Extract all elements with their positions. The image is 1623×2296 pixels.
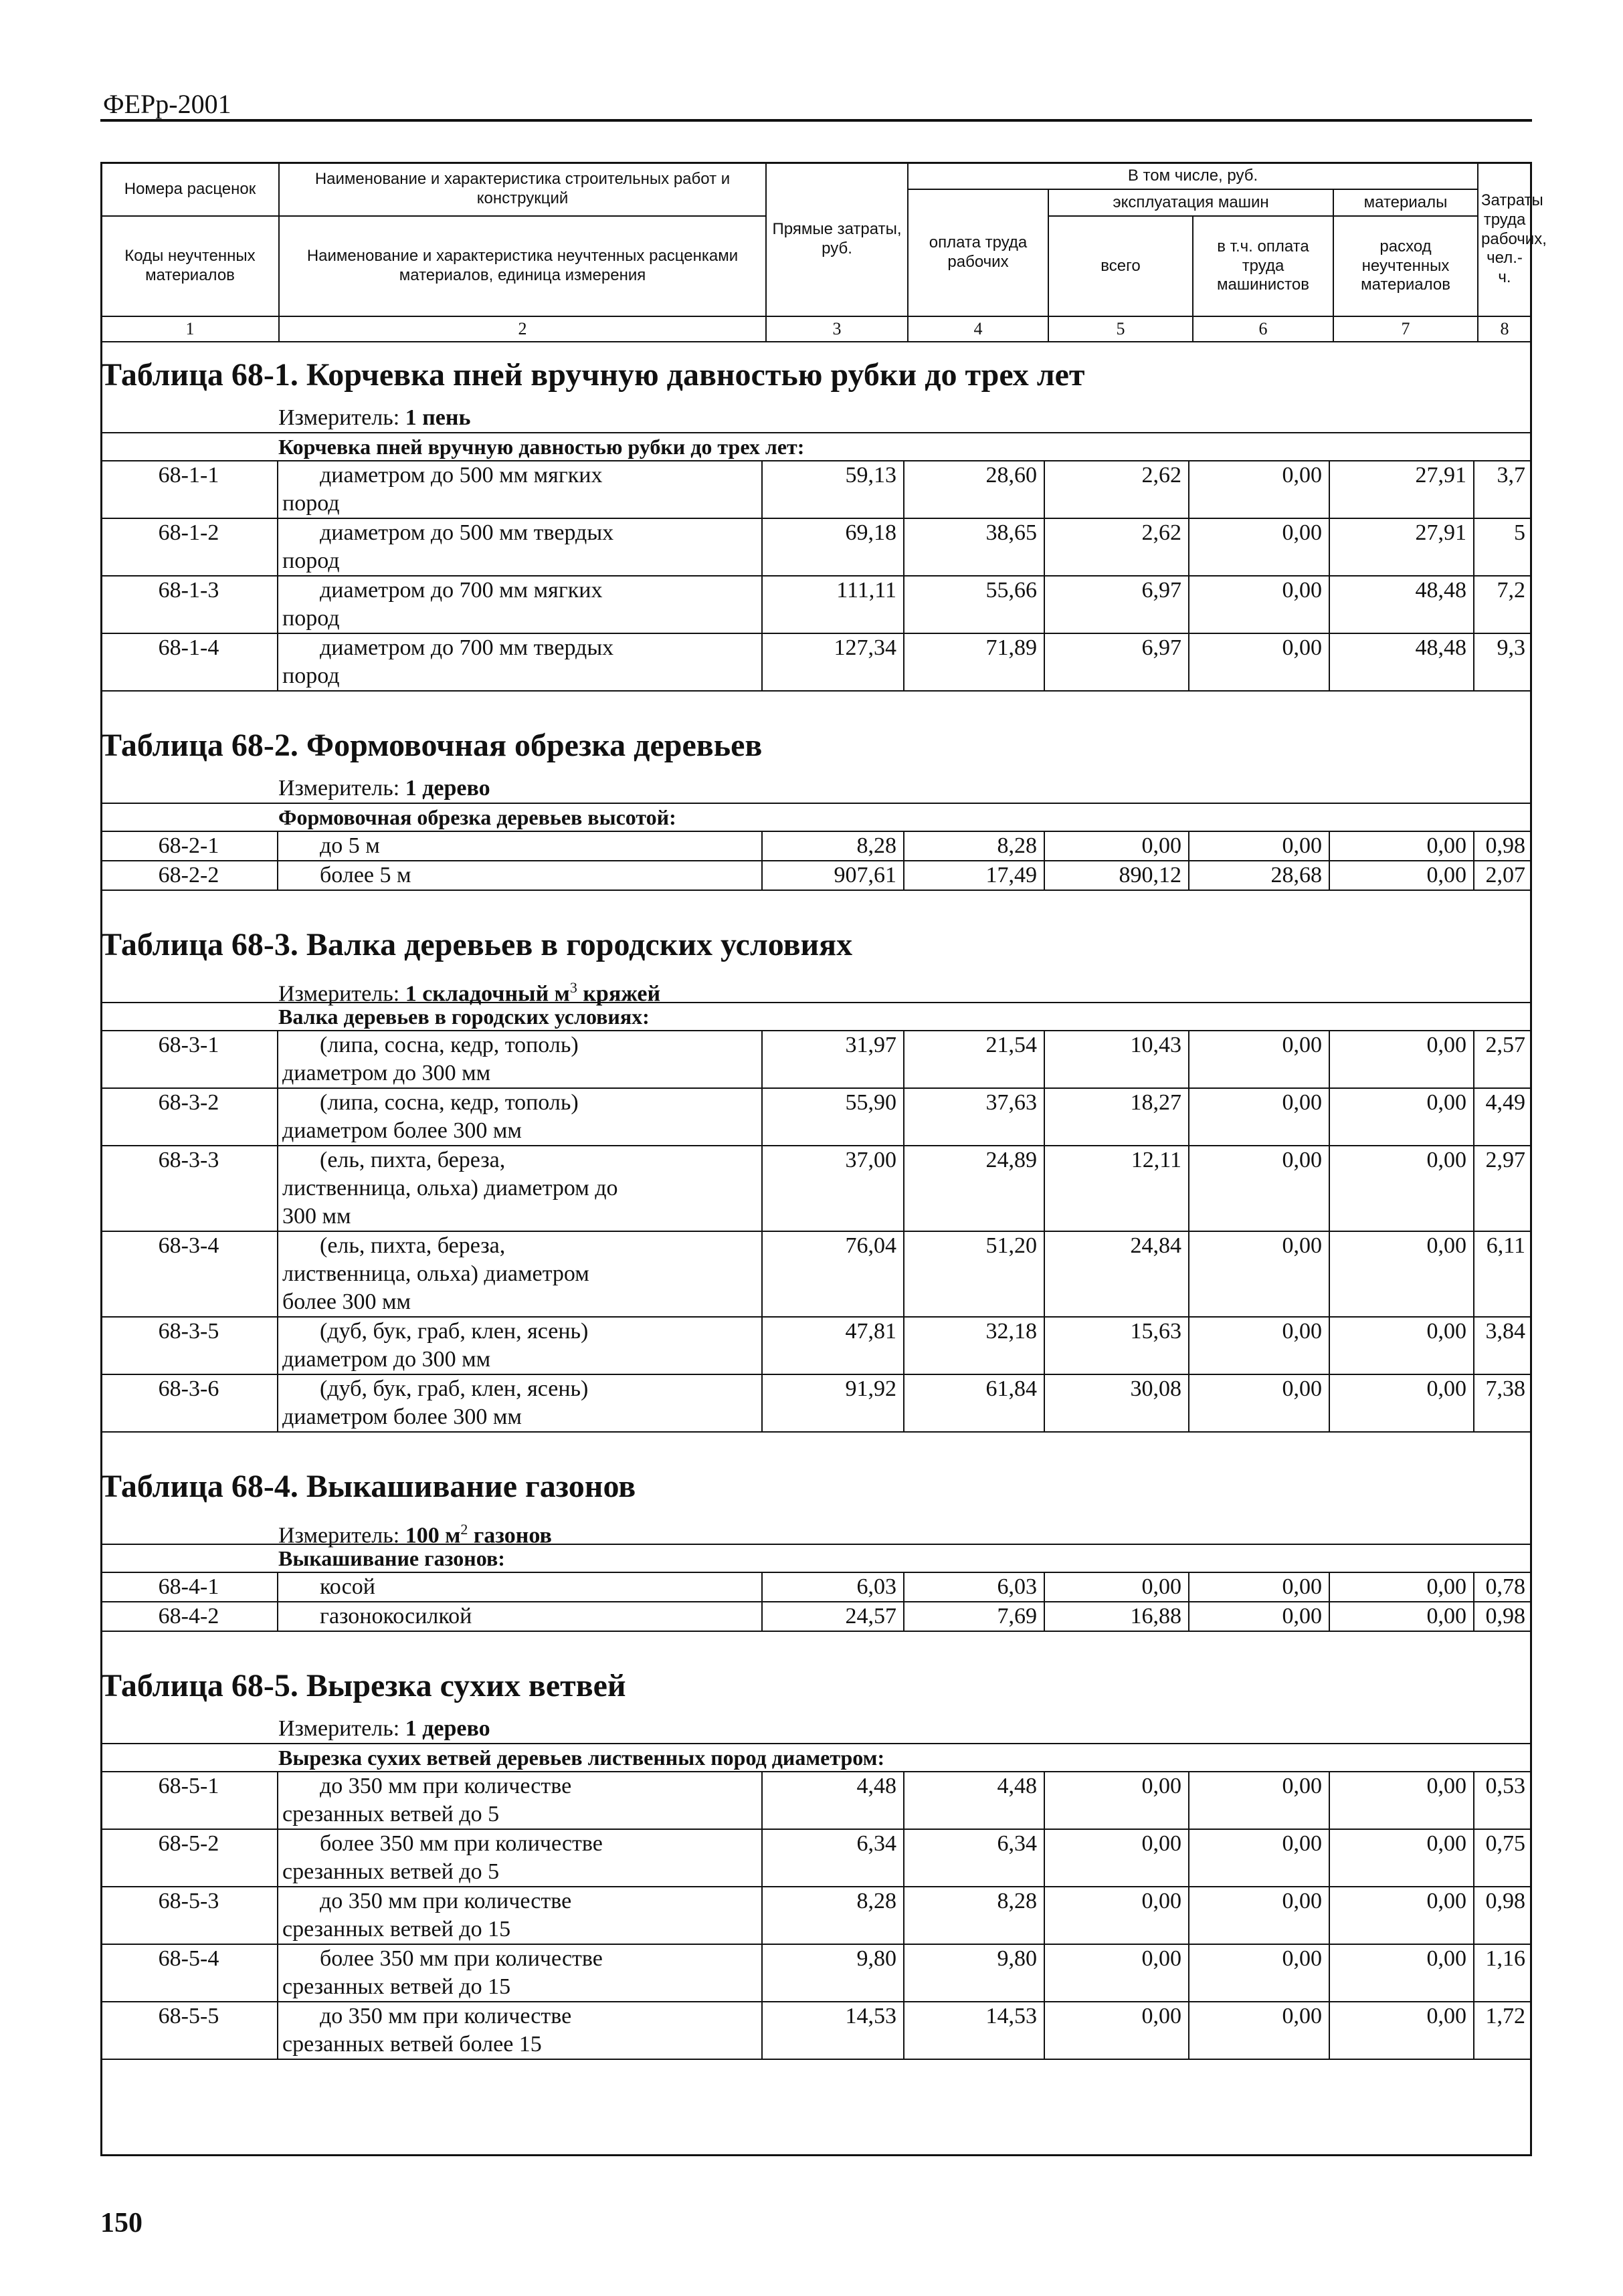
description-line: до 350 мм при количестве [320, 2004, 572, 2028]
labor-hours: 2,57 [1485, 1033, 1525, 1057]
description-line: более 350 мм при количестве [320, 1946, 603, 1971]
description-line: до 350 мм при количестве [320, 1774, 572, 1798]
table-row [100, 1232, 1532, 1318]
machine-total: 0,00 [1045, 2002, 1189, 2059]
header-col5: всего [1048, 216, 1193, 316]
materials-cost: 0,00 [1330, 1375, 1474, 1431]
table-row [100, 461, 1532, 519]
rate-code: 68-3-6 [100, 1375, 278, 1431]
header-col6: в т.ч. оплата труда машинистов [1193, 216, 1333, 316]
materials-cost: 0,00 [1330, 832, 1474, 860]
machinist-wages: 0,00 [1189, 461, 1330, 518]
rate-code: 68-3-1 [100, 1031, 278, 1087]
description-line: диаметром до 300 мм [282, 1061, 491, 1085]
meter-unit-exponent: 3 [569, 979, 577, 996]
machine-total: 18,27 [1045, 1089, 1189, 1145]
table-row [100, 1772, 1532, 1830]
table-row [100, 1945, 1532, 2002]
labor-wages: 6,34 [904, 1830, 1045, 1886]
section-meter [100, 773, 1532, 804]
meter-label: Измеритель: [278, 1716, 400, 1741]
section-title: Таблица 68-3. Валка деревьев в городских условиях [100, 927, 853, 962]
labor-wages: 21,54 [904, 1031, 1045, 1087]
rate-table-section [100, 348, 1532, 718]
machine-total: 0,00 [1045, 1945, 1189, 2001]
section-meter [100, 1713, 1532, 1744]
materials-cost: 27,91 [1330, 461, 1474, 518]
description-line: (ель, пихта, береза, [320, 1148, 506, 1172]
work-description [278, 1375, 763, 1431]
description-line: срезанных ветвей до 15 [282, 1974, 511, 1999]
header-number: 3 [766, 316, 908, 342]
table-row [100, 1830, 1532, 1887]
direct-costs: 37,00 [763, 1146, 904, 1231]
machinist-wages: 0,00 [1189, 1232, 1330, 1316]
machinist-wages: 0,00 [1189, 1089, 1330, 1145]
description-line: диаметром до 300 мм [282, 1347, 491, 1372]
rate-code: 68-2-2 [100, 861, 278, 890]
materials-cost: 0,00 [1330, 1031, 1474, 1087]
machine-total: 0,00 [1045, 1830, 1189, 1886]
description-line: пород [282, 663, 340, 688]
work-description [278, 1031, 763, 1087]
labor-wages: 14,53 [904, 2002, 1045, 2059]
header-number: 4 [908, 316, 1048, 342]
rate-code: 68-5-1 [100, 1772, 278, 1829]
table-row [100, 2002, 1532, 2060]
section-title: Таблица 68-1. Корчевка пней вручную давностью рубки до трех лет [100, 357, 1085, 393]
work-description [278, 1232, 763, 1316]
direct-costs: 6,34 [763, 1830, 904, 1886]
meter-value-tail: кряжей [577, 981, 661, 1007]
machine-total: 24,84 [1045, 1232, 1189, 1316]
work-description [278, 1887, 763, 1944]
materials-cost: 0,00 [1330, 1945, 1474, 2001]
table-row [100, 1031, 1532, 1089]
description-line: 300 мм [282, 1204, 351, 1229]
machine-total: 0,00 [1045, 1772, 1189, 1829]
rate-table-section [100, 1659, 1532, 2060]
table-row [100, 1573, 1532, 1602]
header-number: 8 [1478, 316, 1531, 342]
rate-table-section [100, 918, 1532, 1459]
machinist-wages: 0,00 [1189, 1602, 1330, 1631]
rate-table-section [100, 718, 1532, 918]
machinist-wages: 0,00 [1189, 832, 1330, 860]
header-col8: Затраты труда рабочих, чел.-ч. [1478, 163, 1531, 316]
machinist-wages: 0,00 [1189, 1830, 1330, 1886]
direct-costs: 55,90 [763, 1089, 904, 1145]
labor-hours: 0,53 [1485, 1774, 1525, 1798]
materials-cost: 0,00 [1330, 1573, 1474, 1601]
labor-wages: 7,69 [904, 1602, 1045, 1631]
direct-costs: 8,28 [763, 832, 904, 860]
labor-hours: 4,49 [1485, 1090, 1525, 1115]
page-number: 150 [100, 2208, 142, 2238]
machinist-wages: 0,00 [1189, 2002, 1330, 2059]
labor-hours: 5 [1514, 520, 1525, 545]
description-line: более 300 мм [282, 1289, 411, 1314]
labor-hours: 0,98 [1485, 1604, 1525, 1629]
labor-wages: 37,63 [904, 1089, 1045, 1145]
work-description [278, 519, 763, 575]
header-col3: Прямые затраты, руб. [766, 163, 908, 316]
work-description [278, 1146, 763, 1231]
description-line: (липа, сосна, кедр, тополь) [320, 1090, 579, 1115]
labor-hours: 3,7 [1497, 463, 1525, 488]
header-col1-top: Номера расценок [101, 163, 279, 216]
table-row [100, 1602, 1532, 1632]
meter-value: 1 дерево [405, 776, 490, 801]
header-col1-bottom: Коды неучтенных материалов [101, 216, 279, 316]
section-spacer [100, 1632, 1532, 1659]
labor-wages: 32,18 [904, 1318, 1045, 1374]
rate-code: 68-5-4 [100, 1945, 278, 2001]
section-spacer [100, 1433, 1532, 1459]
machine-total: 6,97 [1045, 634, 1189, 690]
description-line: более 350 мм при количестве [320, 1831, 603, 1856]
machinist-wages: 0,00 [1189, 1573, 1330, 1601]
description-line: диаметром более 300 мм [282, 1404, 522, 1429]
description-line: диаметром до 700 мм твердых [320, 635, 614, 660]
machine-total: 0,00 [1045, 832, 1189, 860]
direct-costs: 14,53 [763, 2002, 904, 2059]
description-line: срезанных ветвей до 15 [282, 1917, 511, 1942]
labor-wages: 51,20 [904, 1232, 1045, 1316]
rate-code: 68-2-1 [100, 832, 278, 860]
labor-hours: 1,16 [1485, 1946, 1525, 1971]
work-description [278, 1772, 763, 1829]
labor-wages: 38,65 [904, 519, 1045, 575]
rate-code: 68-1-1 [100, 461, 278, 518]
header-machines: эксплуатация машин [1048, 189, 1333, 216]
machinist-wages: 0,00 [1189, 1887, 1330, 1944]
rate-code: 68-3-3 [100, 1146, 278, 1231]
description-line: пород [282, 491, 340, 516]
labor-wages: 55,66 [904, 577, 1045, 633]
description-line: (дуб, бук, граб, клен, ясень) [320, 1319, 589, 1344]
machine-total: 890,12 [1045, 861, 1189, 890]
machinist-wages: 0,00 [1189, 1772, 1330, 1829]
section-meter [100, 1514, 1532, 1548]
machine-total: 2,62 [1045, 519, 1189, 575]
materials-cost: 0,00 [1330, 1887, 1474, 1944]
group-heading: Валка деревьев в городских условиях: [100, 1003, 1532, 1031]
machine-total: 12,11 [1045, 1146, 1189, 1231]
group-heading: Выкашивание газонов: [100, 1545, 1532, 1573]
table-row [100, 1318, 1532, 1375]
machinist-wages: 0,00 [1189, 1031, 1330, 1087]
section-meter [100, 972, 1532, 1007]
labor-hours: 2,07 [1485, 863, 1525, 888]
materials-cost: 0,00 [1330, 2002, 1474, 2059]
table-row [100, 577, 1532, 634]
meter-value: 1 дерево [405, 1716, 490, 1741]
description-line: газонокосилкой [320, 1604, 472, 1629]
work-description [278, 2002, 763, 2059]
direct-costs: 76,04 [763, 1232, 904, 1316]
materials-cost: 0,00 [1330, 1232, 1474, 1316]
description-line: срезанных ветвей до 5 [282, 1802, 500, 1827]
materials-cost: 0,00 [1330, 1602, 1474, 1631]
work-description [278, 1318, 763, 1374]
header-materials: материалы [1333, 189, 1478, 216]
materials-cost: 0,00 [1330, 1318, 1474, 1374]
table-row [100, 634, 1532, 692]
group-heading: Корчевка пней вручную давностью рубки до трех лет: [100, 433, 1532, 461]
meter-label: Измеритель: [278, 981, 400, 1007]
table-row [100, 832, 1532, 861]
rate-table-section [100, 1459, 1532, 1659]
direct-costs: 907,61 [763, 861, 904, 890]
description-line: косой [320, 1574, 375, 1599]
work-description [278, 577, 763, 633]
direct-costs: 31,97 [763, 1031, 904, 1087]
header-number: 2 [279, 316, 766, 342]
rate-code: 68-1-4 [100, 634, 278, 690]
work-description [278, 634, 763, 690]
machine-total: 10,43 [1045, 1031, 1189, 1087]
rate-code: 68-1-3 [100, 577, 278, 633]
meter-value-tail: газонов [468, 1523, 552, 1548]
machine-total: 0,00 [1045, 1887, 1189, 1944]
meter-value: 1 пень [405, 405, 471, 430]
direct-costs: 59,13 [763, 461, 904, 518]
materials-cost: 48,48 [1330, 577, 1474, 633]
header-number: 5 [1048, 316, 1193, 342]
table-row [100, 519, 1532, 577]
labor-wages: 9,80 [904, 1945, 1045, 2001]
labor-hours: 9,3 [1497, 635, 1525, 660]
rate-code: 68-4-1 [100, 1573, 278, 1601]
labor-wages: 71,89 [904, 634, 1045, 690]
machinist-wages: 0,00 [1189, 577, 1330, 633]
section-spacer [100, 692, 1532, 718]
description-line: диаметром более 300 мм [282, 1118, 522, 1143]
labor-wages: 8,28 [904, 832, 1045, 860]
table-row [100, 1089, 1532, 1146]
column-header-table [100, 162, 1547, 342]
direct-costs: 24,57 [763, 1602, 904, 1631]
rate-code: 68-5-2 [100, 1830, 278, 1886]
materials-cost: 0,00 [1330, 1089, 1474, 1145]
work-description [278, 461, 763, 518]
work-description [278, 1945, 763, 2001]
section-title: Таблица 68-4. Выкашивание газонов [100, 1469, 636, 1504]
section-title: Таблица 68-2. Формовочная обрезка деревьев [100, 728, 763, 763]
rate-code: 68-5-3 [100, 1887, 278, 1944]
header-col4: оплата труда рабочих [908, 189, 1048, 316]
direct-costs: 69,18 [763, 519, 904, 575]
labor-hours: 6,11 [1486, 1233, 1525, 1258]
labor-wages: 24,89 [904, 1146, 1045, 1231]
labor-hours: 2,97 [1485, 1148, 1525, 1172]
direct-costs: 4,48 [763, 1772, 904, 1829]
description-line: пород [282, 548, 340, 573]
description-line: лиственница, ольха) диаметром [282, 1261, 589, 1286]
labor-wages: 8,28 [904, 1887, 1045, 1944]
materials-cost: 0,00 [1330, 1146, 1474, 1231]
labor-wages: 4,48 [904, 1772, 1045, 1829]
rate-code: 68-3-4 [100, 1232, 278, 1316]
meter-label: Измеритель: [278, 776, 400, 801]
rate-code: 68-1-2 [100, 519, 278, 575]
machinist-wages: 0,00 [1189, 1146, 1330, 1231]
work-description [278, 832, 763, 860]
description-line: пород [282, 606, 340, 631]
machinist-wages: 0,00 [1189, 1375, 1330, 1431]
meter-label: Измеритель: [278, 1523, 400, 1548]
description-line: лиственница, ольха) диаметром до [282, 1176, 618, 1201]
description-line: срезанных ветвей более 15 [282, 2032, 542, 2057]
labor-hours: 0,98 [1485, 833, 1525, 858]
direct-costs: 127,34 [763, 634, 904, 690]
rate-code: 68-3-2 [100, 1089, 278, 1145]
table-row [100, 861, 1532, 891]
table-row [100, 1375, 1532, 1433]
machine-total: 2,62 [1045, 461, 1189, 518]
description-line: более 5 м [320, 863, 411, 888]
header-number: 7 [1333, 316, 1478, 342]
meter-value: 100 м [405, 1523, 461, 1548]
description-line: (дуб, бук, граб, клен, ясень) [320, 1376, 589, 1401]
work-description [278, 861, 763, 890]
direct-costs: 111,11 [763, 577, 904, 633]
header-col7: расход неучтенных материалов [1333, 216, 1478, 316]
work-description [278, 1602, 763, 1631]
meter-value: 1 складочный м [405, 981, 570, 1007]
group-heading: Формовочная обрезка деревьев высотой: [100, 804, 1532, 832]
work-description [278, 1573, 763, 1601]
header-col2-bottom: Наименование и характеристика неучтенных расценками материалов, единица измерения [279, 216, 766, 316]
labor-wages: 61,84 [904, 1375, 1045, 1431]
labor-wages: 17,49 [904, 861, 1045, 890]
header-col2-top: Наименование и характеристика строительных работ и конструкций [279, 163, 766, 216]
machine-total: 30,08 [1045, 1375, 1189, 1431]
description-line: до 5 м [320, 833, 380, 858]
header-rule [100, 119, 1532, 122]
rate-code: 68-3-5 [100, 1318, 278, 1374]
description-line: срезанных ветвей до 5 [282, 1859, 500, 1884]
meter-unit-exponent: 2 [460, 1521, 468, 1538]
materials-cost: 27,91 [1330, 519, 1474, 575]
labor-wages: 28,60 [904, 461, 1045, 518]
machinist-wages: 0,00 [1189, 519, 1330, 575]
machinist-wages: 28,68 [1189, 861, 1330, 890]
labor-hours: 0,75 [1485, 1831, 1525, 1856]
rate-sections [100, 348, 1532, 2060]
rate-code: 68-4-2 [100, 1602, 278, 1631]
machinist-wages: 0,00 [1189, 634, 1330, 690]
labor-hours: 7,38 [1485, 1376, 1525, 1401]
materials-cost: 0,00 [1330, 861, 1474, 890]
labor-wages: 6,03 [904, 1573, 1045, 1601]
direct-costs: 9,80 [763, 1945, 904, 2001]
labor-hours: 7,2 [1497, 578, 1525, 603]
machinist-wages: 0,00 [1189, 1318, 1330, 1374]
labor-hours: 0,78 [1485, 1574, 1525, 1599]
direct-costs: 47,81 [763, 1318, 904, 1374]
group-heading: Вырезка сухих ветвей деревьев лиственных пород диаметром: [100, 1744, 1532, 1772]
work-description [278, 1089, 763, 1145]
direct-costs: 6,03 [763, 1573, 904, 1601]
table-row [100, 1887, 1532, 1945]
materials-cost: 0,00 [1330, 1830, 1474, 1886]
document-header: ФЕРр-2001 [103, 89, 231, 119]
description-line: (липа, сосна, кедр, тополь) [320, 1033, 579, 1057]
machine-total: 6,97 [1045, 577, 1189, 633]
labor-hours: 0,98 [1485, 1889, 1525, 1913]
header-number: 6 [1193, 316, 1333, 342]
meter-label: Измеритель: [278, 405, 400, 430]
header-number: 1 [101, 316, 279, 342]
header-incl: В том числе, руб. [908, 163, 1478, 189]
work-description [278, 1830, 763, 1886]
table-row [100, 1146, 1532, 1232]
section-spacer [100, 891, 1532, 918]
direct-costs: 8,28 [763, 1887, 904, 1944]
direct-costs: 91,92 [763, 1375, 904, 1431]
materials-cost: 0,00 [1330, 1772, 1474, 1829]
labor-hours: 1,72 [1485, 2004, 1525, 2028]
section-meter [100, 403, 1532, 433]
machine-total: 0,00 [1045, 1573, 1189, 1601]
description-line: диаметром до 700 мм мягких [320, 578, 603, 603]
machinist-wages: 0,00 [1189, 1945, 1330, 2001]
description-line: (ель, пихта, береза, [320, 1233, 506, 1258]
description-line: диаметром до 500 мм мягких [320, 463, 603, 488]
labor-hours: 3,84 [1485, 1319, 1525, 1344]
description-line: диаметром до 500 мм твердых [320, 520, 614, 545]
description-line: до 350 мм при количестве [320, 1889, 572, 1913]
rate-code: 68-5-5 [100, 2002, 278, 2059]
machine-total: 16,88 [1045, 1602, 1189, 1631]
machine-total: 15,63 [1045, 1318, 1189, 1374]
materials-cost: 48,48 [1330, 634, 1474, 690]
section-title: Таблица 68-5. Вырезка сухих ветвей [100, 1668, 626, 1703]
